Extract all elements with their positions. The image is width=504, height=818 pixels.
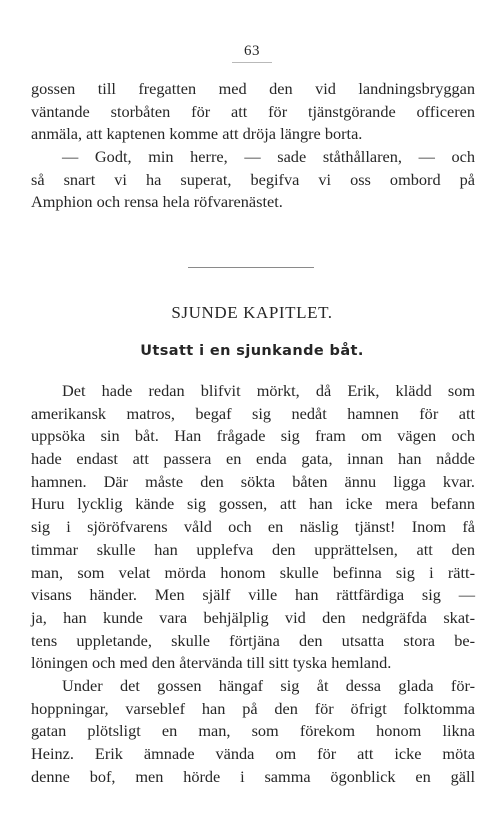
text-line: ja, han kunde vara behjälplig vid den nedgräfda skat- bbox=[31, 607, 475, 627]
text-line: hoppningar, varseblef han på den för öfrigt folktomma bbox=[31, 698, 475, 718]
text-line: löningen och med den återvända till sitt tyska hemland. bbox=[31, 653, 392, 673]
page-number-rule bbox=[232, 62, 272, 63]
continuation-paragraph bbox=[31, 78, 475, 214]
text-line: man, som velat mörda honom skulle befinna sig i rätt- bbox=[31, 562, 475, 582]
body-paragraph bbox=[31, 380, 475, 788]
text-line: visans händer. Men själf ville han rättfärdiga sig — bbox=[31, 585, 475, 605]
text-line: timmar skulle han upplefva den upprättelsen, att den bbox=[31, 539, 475, 559]
text-line: sig i sjöröfvarens våld och en näslig tjänst! Inom få bbox=[31, 517, 475, 537]
text-line: amerikansk matros, begaf sig nedåt hamnen för att bbox=[31, 403, 475, 423]
text-line: Under det gossen hängaf sig åt dessa glada för- bbox=[62, 675, 475, 695]
text-line: hamnen. Där måste den sökta båten ännu ligga kvar. bbox=[31, 471, 475, 491]
text-line: uppsöka sin båt. Han frågade sig fram om vägen och bbox=[31, 426, 475, 446]
text-line: tens uppletande, skulle förtjäna den utsatta stora be- bbox=[31, 630, 475, 650]
text-line: — Godt, min herre, — sade ståthållaren, — och bbox=[62, 147, 475, 167]
text-line: denne bof, men hörde i samma ögonblick en gäll bbox=[31, 766, 475, 786]
text-line: hade endast att passera en enda gata, innan han nådde bbox=[31, 449, 475, 469]
text-line: Heinz. Erik ämnade vända om för att icke möta bbox=[31, 744, 475, 763]
page-number: 63 bbox=[244, 43, 260, 59]
text-line: gossen till fregatten med den vid landningsbryggan bbox=[31, 79, 475, 98]
text-line: Amphion och rensa hela röfvarenästet. bbox=[31, 192, 283, 212]
text-line: Huru lycklig kände sig gossen, att han icke mera befann bbox=[31, 494, 475, 514]
section-separator bbox=[188, 267, 314, 268]
text-line: så snart vi ha superat, begifva vi oss ombord på bbox=[31, 169, 475, 189]
chapter-heading: SJUNDE KAPITLET. bbox=[171, 303, 333, 322]
text-line: väntande storbåten för att för tjänstgörande officeren bbox=[31, 101, 475, 121]
text-line: gatan plötsligt en man, som förekom honom likna bbox=[31, 721, 475, 741]
chapter-subtitle: Utsatt i en sjunkande båt. bbox=[140, 343, 364, 359]
text-line: Det hade redan blifvit mörkt, då Erik, klädd som bbox=[62, 381, 475, 400]
text-line: anmäla, att kaptenen komme att dröja längre borta. bbox=[31, 124, 363, 144]
